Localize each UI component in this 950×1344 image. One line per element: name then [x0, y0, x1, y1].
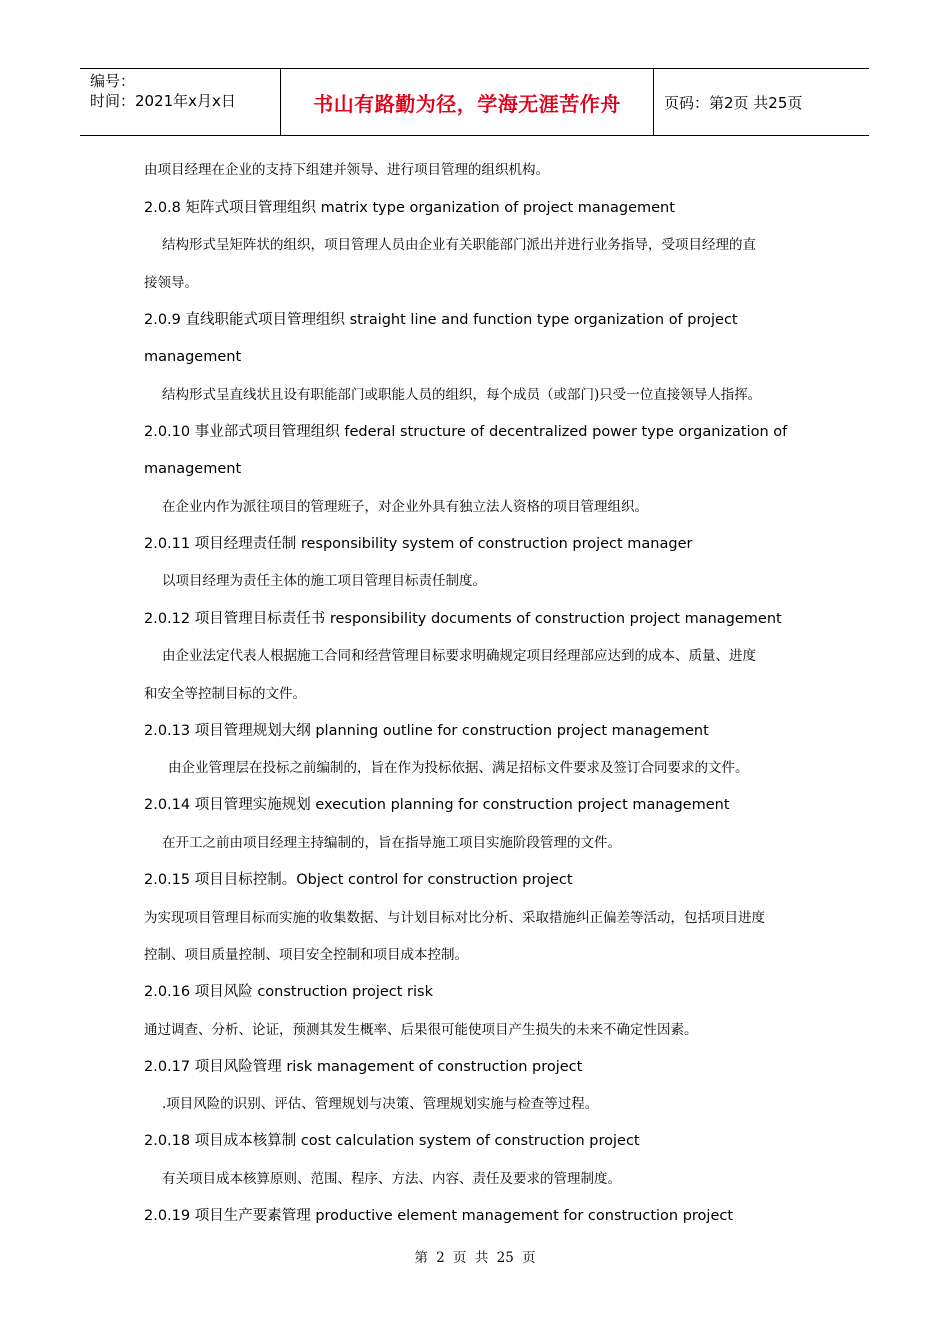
body-line: 在企业内作为派往项目的管理班子，对企业外具有独立法人资格的项目管理组织。 — [162, 499, 648, 515]
body-line: 控制、项目质量控制、项目安全控制和项目成本控制。 — [144, 947, 468, 963]
document-header — [80, 68, 869, 136]
header-page-cell — [654, 69, 869, 135]
body-line: 结构形式呈矩阵状的组织，项目管理人员由企业有关职能部门派出并进行业务指导，受项目经理的直 — [162, 237, 756, 253]
page-info: 页码：第2页 共25页 — [664, 93, 803, 112]
body-line: 由项目经理在企业的支持下组建并领导、进行项目管理的组织机构。 — [144, 162, 549, 178]
term-heading: 2.0.18 项目成本核算制 cost calculation system of construction project — [144, 1133, 640, 1149]
term-heading: 2.0.11 项目经理责任制 responsibility system of construction project manager — [144, 536, 693, 552]
header-meta — [80, 69, 281, 135]
body-line: 和安全等控制目标的文件。 — [144, 686, 306, 702]
term-heading: 2.0.12 项目管理目标责任书 responsibility documents of construction project management — [144, 611, 782, 627]
body-line: 结构形式呈直线状且设有职能部门或职能人员的组织，每个成员（或部门)只受一位直接领导人指挥。 — [162, 387, 762, 403]
body-line: 通过调查、分析、论证，预测其发生概率、后果很可能使项目产生损失的未来不确定性因素。 — [144, 1022, 698, 1038]
term-heading: 2.0.8 矩阵式项目管理组织 matrix type organization of project management — [144, 200, 675, 216]
term-heading: 2.0.16 项目风险 construction project risk — [144, 984, 433, 1000]
term-heading: 2.0.14 项目管理实施规划 execution planning for construction project management — [144, 797, 730, 813]
body-line: 有关项目成本核算原则、范围、程序、方法、内容、责任及要求的管理制度。 — [162, 1171, 621, 1187]
body-line: 以项目经理为责任主体的施工项目管理目标责任制度。 — [162, 573, 486, 589]
term-heading: 2.0.19 项目生产要素管理 productive element management for construction project — [144, 1208, 734, 1224]
body-line: .项目风险的识别、评估、管理规划与决策、管理规划实施与检查等过程。 — [162, 1096, 599, 1112]
body-line: 为实现项目管理目标而实施的收集数据、与计划目标对比分析、采取措施纠正偏差等活动，包括项目进度 — [144, 910, 765, 926]
body-line: 由企业法定代表人根据施工合同和经营管理目标要求明确规定项目经理部应达到的成本、质量、进度 — [162, 648, 756, 664]
header-motto-cell — [281, 69, 654, 135]
page-footer: 第 2 页 共 25 页 — [414, 1250, 536, 1266]
time-label: 时间：2021年x月x日 — [90, 92, 236, 110]
term-heading: 2.0.9 直线职能式项目管理组织 straight line and function type organization of project — [144, 312, 738, 328]
term-heading-cont: management — [144, 349, 242, 365]
term-heading: 2.0.10 事业部式项目管理组织 federal structure of decentralized power type organization of — [144, 424, 788, 440]
term-heading-cont: management — [144, 461, 242, 477]
body-line: 接领导。 — [144, 275, 198, 291]
number-label: 编号： — [90, 72, 136, 90]
body-line: 在开工之前由项目经理主持编制的，旨在指导施工项目实施阶段管理的文件。 — [162, 835, 621, 851]
motto-text: 书山有路勤为径，学海无涯苦作舟 — [313, 91, 621, 116]
term-heading: 2.0.13 项目管理规划大纲 planning outline for construction project management — [144, 723, 709, 739]
term-heading: 2.0.17 项目风险管理 risk management of construction project — [144, 1059, 583, 1075]
term-heading: 2.0.15 项目目标控制。Object control for construction project — [144, 872, 573, 888]
body-line: 由企业管理层在投标之前编制的，旨在作为投标依据、满足招标文件要求及签订合同要求的文件。 — [168, 760, 749, 776]
